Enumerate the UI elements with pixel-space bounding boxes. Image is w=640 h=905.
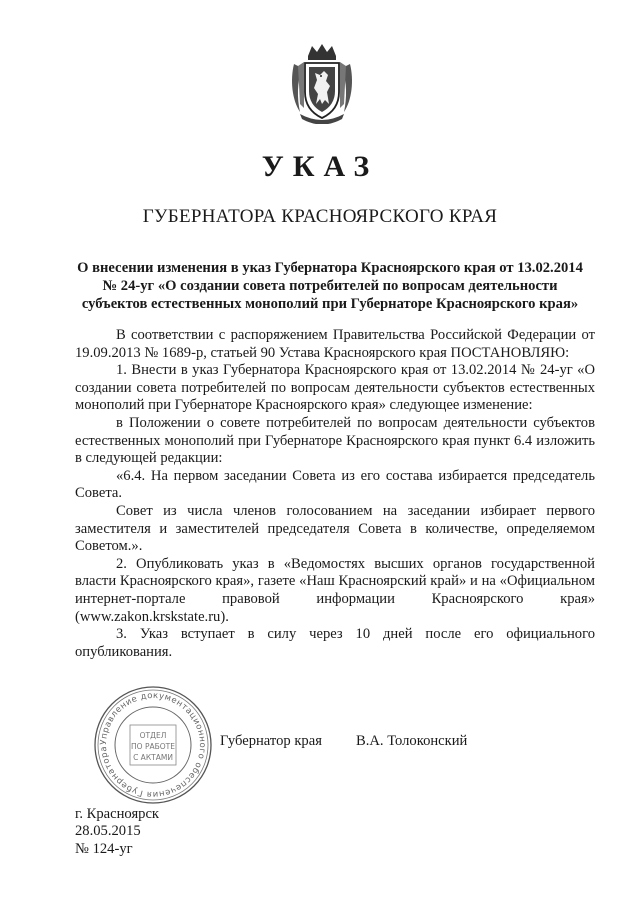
- stamp-seal-icon: [88, 683, 218, 807]
- paragraph-preamble: В соответствии с распоряжением Правительства Российской Федерации от 19.09.2013 № 1689-р, статьей 90 Устава Красноярского края ПОСТАНОВЛЯЮ:: [75, 327, 595, 361]
- paragraph-item-3: 3. Указ вступает в силу через 10 дней после его официального опубликования.: [75, 626, 595, 660]
- document-title: УКАЗ: [261, 150, 379, 183]
- footer-date: 28.05.2015: [75, 823, 141, 840]
- stamp-center-line: С АКТАМИ: [133, 753, 173, 762]
- heading-line: субъектов естественных монополий при Губернаторе Красноярского края»: [81, 296, 579, 312]
- paragraph-item-1: 1. Внести в указ Губернатора Красноярского края от 13.02.2014 № 24-уг «О создании совета потребителей по вопросам деятельности субъектов естественных монополий при Губернаторе Красноярского края» следующее изменение:: [75, 362, 595, 414]
- footer-city: г. Красноярск: [75, 806, 160, 822]
- heading-line: О внесении изменения в указ Губернатора Красноярского края от 13.02.2014: [77, 260, 583, 276]
- footer-number: № 124-уг: [75, 840, 133, 857]
- signature-name: В.А. Толоконский: [356, 733, 468, 749]
- stamp-center-line: ОТДЕЛ: [139, 731, 167, 740]
- signature-position: Губернатор края: [220, 733, 322, 749]
- coat-of-arms-icon: [290, 42, 354, 124]
- stamp-center-line: ПО РАБОТЕ: [131, 742, 175, 751]
- heading-line: № 24-уг «О создании совета потребителей по вопросам деятельности: [102, 278, 558, 294]
- paragraph-item-2: 2. Опубликовать указ в «Ведомостях высших органов государственной власти Красноярского края», газете «Наш Красноярский край» и на «Официальном интернет-портале правовой информации Красноярского края» (www.zakon.krskstate.ru).: [75, 555, 595, 625]
- paragraph-amendment: в Положении о совете потребителей по вопросам деятельности субъектов естественных монополий при Губернаторе Красноярского края пункт 6.4 изложить в следующей редакции:: [75, 414, 595, 467]
- paragraph-quote-6-4: «6.4. На первом заседании Совета из его состава избирается председатель Совета.: [75, 467, 595, 502]
- stamp-ring-text: Управление документационного обеспечения Губернатора: [98, 690, 208, 800]
- paragraph-council: Совет из числа членов голосованием на заседании избирает первого заместителя и заместителей председателя Совета в количестве, определяемом Советом.».: [75, 502, 595, 555]
- document-subtitle: ГУБЕРНАТОРА КРАСНОЯРСКОГО КРАЯ: [142, 206, 498, 227]
- document-footer: [75, 806, 159, 858]
- document-body: [75, 327, 595, 661]
- document-heading: [60, 259, 600, 313]
